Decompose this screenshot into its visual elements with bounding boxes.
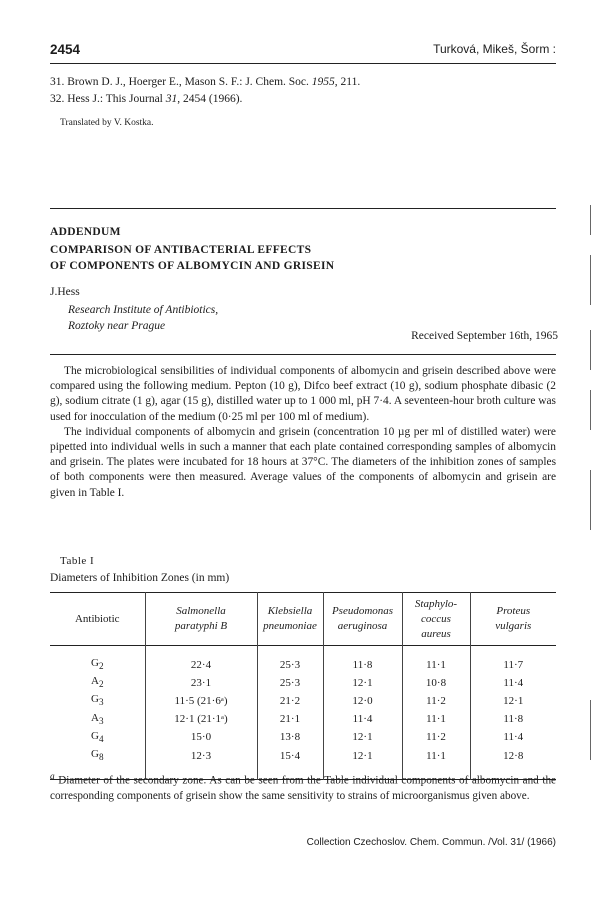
value-cell: 25·3 xyxy=(257,674,323,692)
value-cell: 11·1 xyxy=(402,711,470,729)
column-header-pseudomonas: Pseudomonas aeruginosa xyxy=(323,593,402,646)
scan-edge-mark xyxy=(590,700,591,760)
reference-year: 1955 xyxy=(311,76,335,88)
value-cell: 13·8 xyxy=(257,729,323,747)
table-row xyxy=(50,692,556,710)
affiliation-line2: Roztoky near Prague xyxy=(68,320,166,332)
scan-edge-mark xyxy=(590,470,591,530)
value-cell: 11·4 xyxy=(323,711,402,729)
value-cell: 12·1 xyxy=(323,729,402,747)
table-row xyxy=(50,646,556,675)
value-cell: 11·8 xyxy=(470,711,556,729)
value-cell: 10·8 xyxy=(402,674,470,692)
value-cell: 12·3 xyxy=(145,747,257,780)
value-cell: 11·4 xyxy=(470,729,556,747)
table-row xyxy=(50,711,556,729)
affiliation-line1: Research Institute of Antibiotics, xyxy=(68,304,219,316)
scan-edge-mark xyxy=(590,390,591,430)
footnote-text: Diameter of the secondary zone. As can be seen from the Table individual components of albomycin and the corresponding components of grisein show the same sensitivity to strains of microorganismus given above. xyxy=(50,774,556,803)
column-header-antibiotic: Antibiotic xyxy=(74,612,120,625)
footnote-marker: a xyxy=(50,772,55,782)
scan-edge-mark xyxy=(590,330,591,370)
table-caption: Table I xyxy=(60,555,95,567)
body-paragraph-2: The individual components of albomycin and grisein (concentration 10 µg per ml of distilled water) were pipetted into individual wells in such a manner that each plate contained corresponding samples of albomycin and grisein. The plates were incubated for 18 hours at 37°C. The diameters of the inhibition zones of samples of both components were then measured. Average values of the components of albomycin and grisein are given in Table I. xyxy=(50,425,556,499)
value-cell: 11·1 xyxy=(402,747,470,780)
received-date: Received September 16th, 1965 xyxy=(411,330,558,342)
addendum-label: ADDENDUM xyxy=(50,226,121,238)
scan-edge-mark xyxy=(590,255,591,305)
value-cell: 11·4 xyxy=(470,674,556,692)
value-cell: 12·8 xyxy=(470,747,556,780)
translator-note: Translated by V. Kostka. xyxy=(60,118,154,128)
value-cell: 21·1 xyxy=(257,711,323,729)
value-cell: 12·1 xyxy=(323,674,402,692)
value-cell: 11·5 (21·6ᵃ) xyxy=(145,692,257,710)
author-name: J.Hess xyxy=(50,286,80,298)
table-row xyxy=(50,674,556,692)
scan-edge-mark xyxy=(590,205,591,235)
value-cell: 21·2 xyxy=(257,692,323,710)
reference-31 xyxy=(50,76,360,88)
value-cell: 11·2 xyxy=(402,692,470,710)
header-rule xyxy=(50,63,556,64)
reference-pages: , 211. xyxy=(334,76,361,88)
body-text xyxy=(50,364,556,501)
table-header-row xyxy=(50,593,556,646)
antibiotic-cell: $G_8$ xyxy=(90,747,104,763)
inhibition-zones-table xyxy=(50,592,556,780)
value-cell: 12·1 xyxy=(323,747,402,780)
column-header-proteus: Proteus vulgaris xyxy=(470,593,556,646)
addendum-title-line2: OF COMPONENTS OF ALBOMYCIN AND GRISEIN xyxy=(50,260,335,272)
column-header-salmonella: Salmonella paratyphi B xyxy=(145,593,257,646)
reference-pages: , 2454 (1966). xyxy=(177,93,243,105)
value-cell: 22·4 xyxy=(145,646,257,675)
column-header-staphylococcus: Staphylo- coccus aureus xyxy=(402,593,470,646)
antibiotic-cell: $G_3$ xyxy=(90,693,104,708)
value-cell: 15·0 xyxy=(145,729,257,747)
value-cell: 11·1 xyxy=(402,646,470,675)
abstract-rule xyxy=(50,354,556,355)
value-cell: 12·1 xyxy=(470,692,556,710)
reference-32 xyxy=(50,93,242,105)
value-cell: 23·1 xyxy=(145,674,257,692)
value-cell: 11·8 xyxy=(323,646,402,675)
value-cell: 11·2 xyxy=(402,729,470,747)
table-row xyxy=(50,729,556,747)
journal-footer: Collection Czechoslov. Chem. Commun. /Vol. 31/ (1966) xyxy=(306,837,556,848)
table-subtitle: Diameters of Inhibition Zones (in mm) xyxy=(50,572,230,584)
running-header-authors: Turková, Mikeš, Šorm : xyxy=(433,42,556,56)
value-cell: 11·7 xyxy=(470,646,556,675)
section-rule xyxy=(50,208,556,209)
page-number: 2454 xyxy=(50,42,81,57)
antibiotic-cell: $A_3$ xyxy=(90,711,104,726)
column-header-klebsiella: Klebsiella pneumoniae xyxy=(257,593,323,646)
reference-text: 32. Hess J.: This Journal xyxy=(50,93,166,105)
addendum-title-line1: COMPARISON OF ANTIBACTERIAL EFFECTS xyxy=(50,244,312,256)
value-cell: 25·3 xyxy=(257,646,323,675)
table-footnote xyxy=(50,770,556,805)
value-cell: 12·1 (21·1ᵃ) xyxy=(145,711,257,729)
value-cell: 15·4 xyxy=(257,747,323,780)
antibiotic-cell: $G_2$ xyxy=(90,657,104,672)
antibiotic-cell: $G_4$ xyxy=(90,729,104,744)
body-paragraph-1: The microbiological sensibilities of individual components of albomycin and grisein described above were compared using the following medium. Pepton (10 g), Difco beef extract (10 g), sodium phosphate dibasic (2 g), sodium citrate (1 g), agar (15 g), distilled water up to 1 000 ml, pH 7·4. A seventeen-hour broth culture was used for inocculation of the medium (0·25 ml per 100 ml of medium). xyxy=(50,365,556,423)
reference-volume: 31 xyxy=(165,93,178,105)
reference-text: 31. Brown D. J., Hoerger E., Mason S. F.: J. Chem. Soc. xyxy=(50,76,312,88)
value-cell: 12·0 xyxy=(323,692,402,710)
antibiotic-cell: $A_2$ xyxy=(90,675,104,690)
